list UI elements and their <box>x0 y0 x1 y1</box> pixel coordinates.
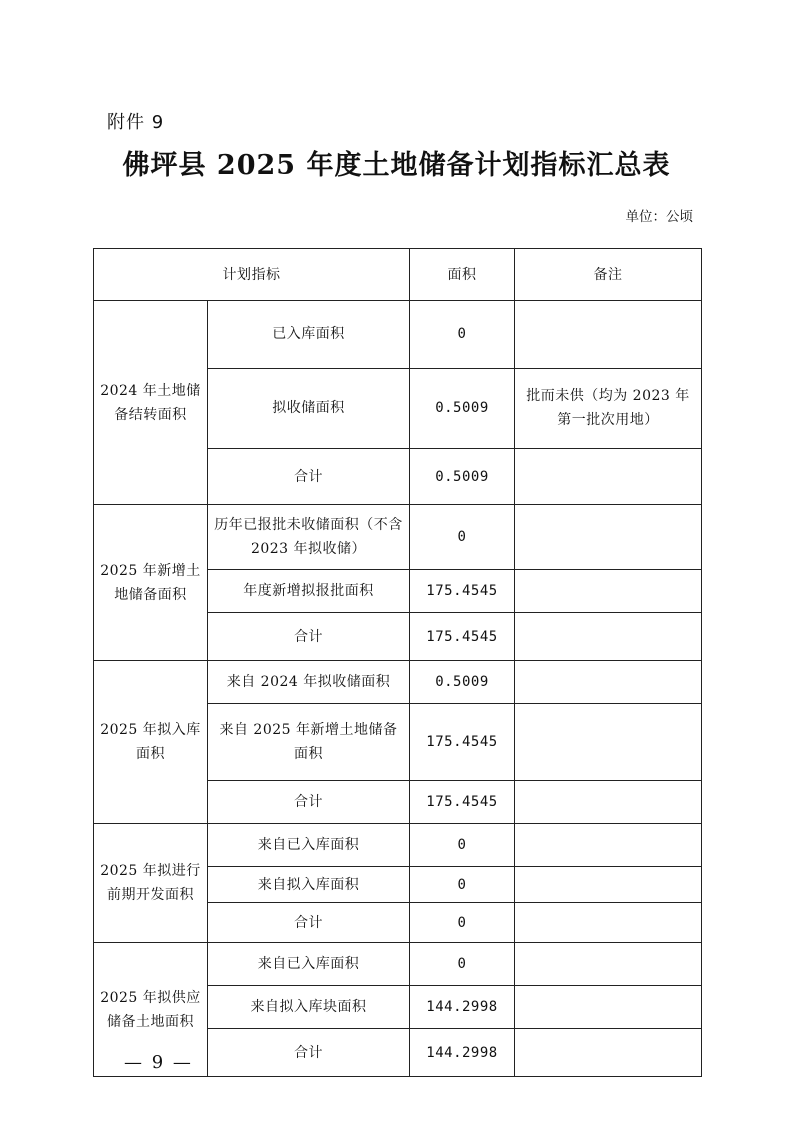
header-area: 面积 <box>410 249 515 301</box>
row-area: 175.4545 <box>410 570 515 613</box>
row-area: 0.5009 <box>410 368 515 449</box>
row-item: 历年已报批未收储面积（不含 2023 年拟收储） <box>208 505 410 570</box>
row-item: 合计 <box>208 781 410 824</box>
group-label: 2025 年拟供应储备土地面积 <box>94 943 208 1077</box>
row-note <box>515 867 702 903</box>
row-item: 来自已入库面积 <box>208 943 410 986</box>
row-note: 批而未供（均为 2023 年第一批次用地） <box>515 368 702 449</box>
header-row <box>94 249 702 301</box>
table-row <box>94 661 702 704</box>
row-note <box>515 986 702 1029</box>
row-note <box>515 613 702 661</box>
row-item: 已入库面积 <box>208 301 410 369</box>
row-note <box>515 661 702 704</box>
row-area: 0 <box>410 301 515 369</box>
unit-label: 单位：公顷 <box>625 209 693 225</box>
row-area: 0.5009 <box>410 661 515 704</box>
row-area: 0.5009 <box>410 449 515 505</box>
header-note: 备注 <box>515 249 702 301</box>
annex-label: 附件 9 <box>107 112 165 133</box>
row-note <box>515 943 702 986</box>
row-area: 0 <box>410 903 515 943</box>
row-area: 0 <box>410 867 515 903</box>
row-note <box>515 570 702 613</box>
row-note <box>515 903 702 943</box>
row-item: 合计 <box>208 1029 410 1077</box>
row-area: 175.4545 <box>410 781 515 824</box>
row-area: 0 <box>410 943 515 986</box>
group-label: 2025 年拟进行前期开发面积 <box>94 824 208 943</box>
group-label: 2025 年新增土地储备面积 <box>94 505 208 661</box>
document-title: 佛坪县 2025 年度土地储备计划指标汇总表 <box>122 150 671 181</box>
table-row <box>94 824 702 867</box>
row-item: 来自 2025 年新增土地储备面积 <box>208 704 410 781</box>
row-area: 175.4545 <box>410 704 515 781</box>
row-note <box>515 505 702 570</box>
row-item: 合计 <box>208 903 410 943</box>
table-row <box>94 943 702 986</box>
table-row <box>94 505 702 570</box>
row-note <box>515 824 702 867</box>
row-item: 合计 <box>208 613 410 661</box>
row-area: 175.4545 <box>410 613 515 661</box>
row-area: 144.2998 <box>410 1029 515 1077</box>
row-item: 合计 <box>208 449 410 505</box>
row-item: 来自拟入库块面积 <box>208 986 410 1029</box>
row-item: 来自已入库面积 <box>208 824 410 867</box>
table-row <box>94 301 702 369</box>
group-label: 2025 年拟入库面积 <box>94 661 208 824</box>
row-note <box>515 301 702 369</box>
summary-table <box>93 248 702 1077</box>
row-note <box>515 449 702 505</box>
row-note <box>515 1029 702 1077</box>
row-note <box>515 781 702 824</box>
row-item: 来自 2024 年拟收储面积 <box>208 661 410 704</box>
row-area: 0 <box>410 505 515 570</box>
row-item: 来自拟入库面积 <box>208 867 410 903</box>
row-area: 144.2998 <box>410 986 515 1029</box>
group-label: 2024 年土地储备结转面积 <box>94 301 208 505</box>
page-number: — 9 — <box>124 1052 193 1073</box>
header-indicator: 计划指标 <box>94 249 410 301</box>
row-area: 0 <box>410 824 515 867</box>
row-note <box>515 704 702 781</box>
row-item: 拟收储面积 <box>208 368 410 449</box>
row-item: 年度新增拟报批面积 <box>208 570 410 613</box>
